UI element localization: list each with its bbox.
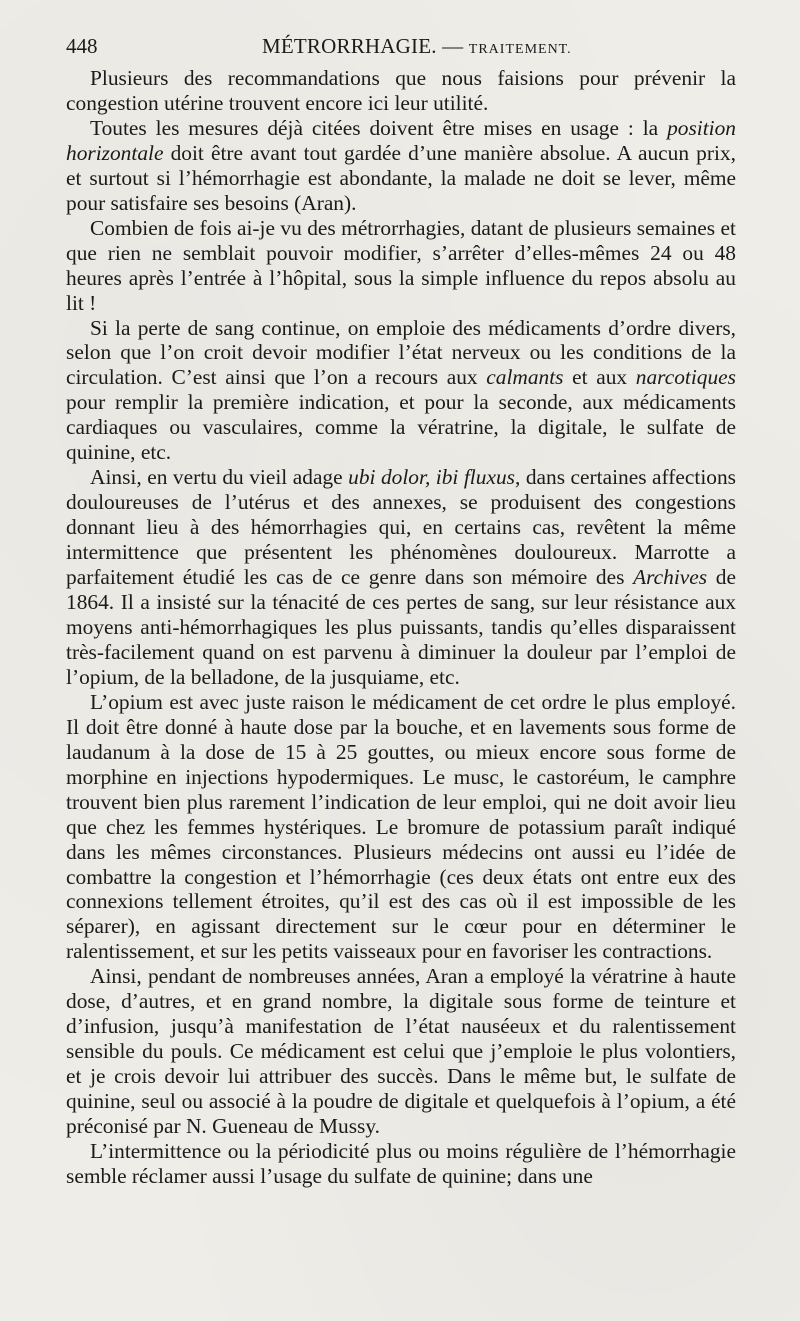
paragraph-text: Ainsi, pendant de nombreuses années, Aran a employé la vératrine à haute dose, d’autres, et en grand nombre, la digitale sous forme de teinture et d’infusion, jusqu’à manifestation de l’état nauséeux et du ralentissement sensible du pouls. Ce médicament est celui que j’emploie le plus volontiers, et je crois devoir lui attribuer des succès. Dans le même but, le sulfate de quinine, seul ou associé à la poudre de digitale et quelquefois à l’opium, a été préconisé par N. Gueneau de Mussy. — [66, 964, 736, 1139]
italic-term: position horizontale — [66, 115, 736, 165]
title-dash: — — [442, 34, 464, 58]
italic-term: calmants — [486, 365, 564, 390]
section-title: TRAITEMENT. — [468, 42, 572, 57]
body-text — [66, 66, 736, 1189]
paragraph — [66, 216, 736, 316]
page-number: 448 — [66, 34, 98, 58]
paragraph — [66, 66, 736, 116]
paragraph-text: et aux — [563, 365, 636, 390]
paragraph-text: Plusieurs des recommandations que nous faisions pour prévenir la congestion utérine trouvent encore ici leur utilité. — [66, 66, 736, 115]
chapter-title: MÉTRORRHAGIE. — [262, 34, 437, 58]
paragraph — [66, 116, 736, 216]
paragraph — [66, 465, 736, 690]
paragraph — [66, 316, 736, 466]
paragraph — [66, 1139, 736, 1189]
running-header — [66, 32, 738, 60]
running-title — [262, 32, 572, 64]
paragraph-text: de 1864. Il a insisté sur la ténacité de ces pertes de sang, sur leur résistance aux moyens anti-hémorrhagiques les plus puissants, tandis qu’elles disparaissent très-facilement quand on est parvenu à diminuer la douleur par l’emploi de l’opium, de la belladone, de la jusquiame, etc. — [66, 565, 736, 689]
italic-term: narcotiques — [635, 365, 736, 390]
paragraph — [66, 964, 736, 1139]
paragraph — [66, 690, 736, 964]
paragraph-text: L’intermittence ou la périodicité plus ou moins régulière de l’hémorrhagie semble réclamer aussi l’usage du sulfate de quinine; dans une — [66, 1138, 736, 1188]
paragraph-text: Si la perte de sang continue, on emploie des médicaments d’ordre divers, selon que l’on croit devoir modifier l’état nerveux ou les conditions de la circulation. C’est ainsi que l’on a recours aux — [66, 315, 736, 390]
paragraph-text: Toutes les mesures déjà citées doivent être mises en usage : la — [90, 115, 668, 140]
paragraph-text: L’opium est avec juste raison le médicament de cet ordre le plus employé. Il doit être donné à haute dose par la bouche, et en lavements sous forme de laudanum à la dose de 15 à 25 gouttes, ou mieux encore sous forme de morphine en injections hypodermiques. Le musc, le castoréum, le camphre trouvent bien plus rarement l’indication de leur emploi, qui ne doit avoir lieu que chez les femmes hystériques. Le bromure de potassium paraît indiqué dans les mêmes circonstances. Plusieurs médecins ont aussi eu l’idée de combattre la congestion et l’hémorrhagie (ces deux états ont entre eux des connexions tellement étroites, qu’il est des cas où il est impossible de les séparer), en agissant directement sur le cœur pour en déterminer le ralentissement, et sur les petits vaisseaux pour en favoriser les contractions. — [66, 689, 736, 964]
italic-term: ubi dolor, ibi fluxus — [348, 465, 515, 490]
paragraph-text: Ainsi, en vertu du vieil adage — [90, 465, 349, 490]
paragraph-text: , dans certaines affections douloureuses de l’utérus et des annexes, se produisent des congestions donnant lieu à des hémorrhagies qui, en certains cas, revêtent la même intermittence que présentent les phénomènes douloureux. Marrotte a parfaitement étudié les cas de ce genre dans son mémoire des — [66, 465, 736, 590]
italic-term: Archives — [633, 565, 708, 590]
paragraph-text: Combien de fois ai-je vu des métrorrhagies, datant de plusieurs semaines et que rien ne semblait pouvoir modifier, s’arrêter d’elles-mêmes 24 ou 48 heures après l’entrée à l’hôpital, sous la simple influence du repos absolu au lit ! — [66, 215, 736, 315]
paragraph-text: pour remplir la première indication, et pour la seconde, aux médicaments cardiaques ou vasculaires, comme la vératrine, la digitale, le sulfate de quinine, etc. — [66, 390, 736, 465]
paragraph-text: doit être avant tout gardée d’une manière absolue. A aucun prix, et surtout si l’hémorrhagie est abondante, la malade ne doit se lever, même pour satisfaire ses besoins (Aran). — [66, 140, 736, 215]
